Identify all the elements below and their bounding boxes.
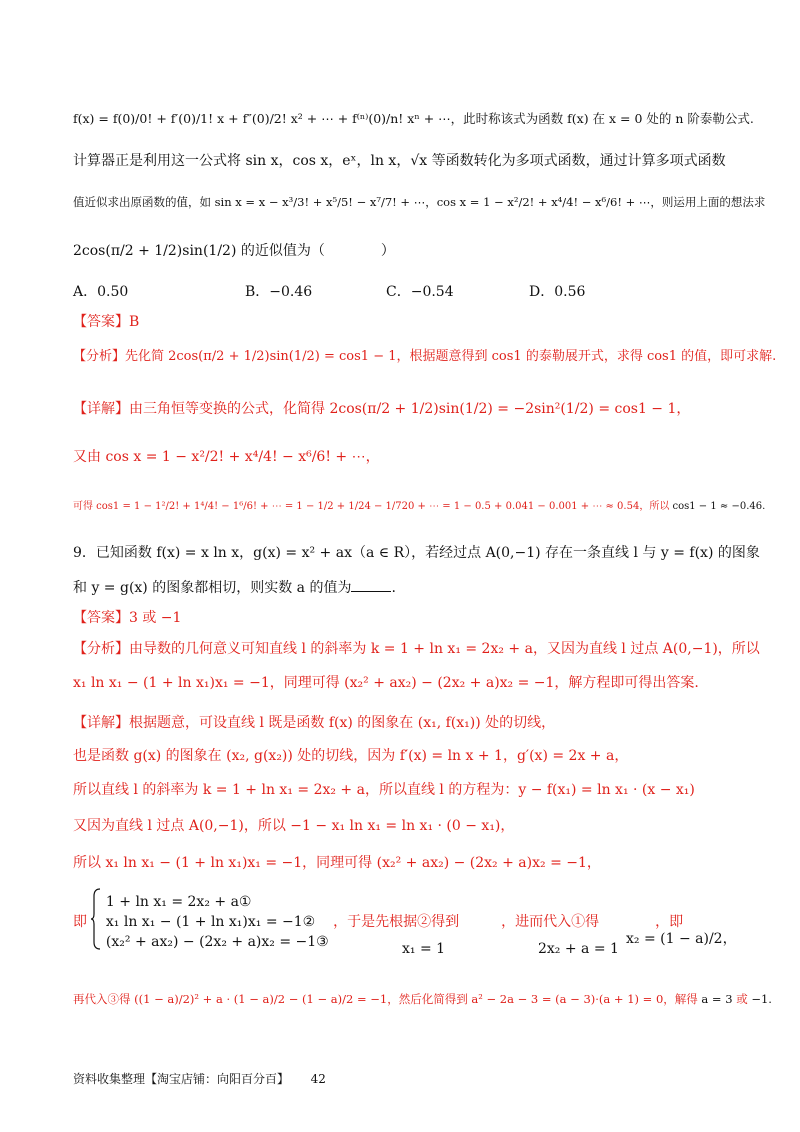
system-x2: x₂ = (1 − a)/2， [626, 931, 737, 947]
question-tail-line: 2cos(π/2 + 1/2)sin(1/2) 的近似值为（ ） [73, 243, 395, 259]
answer-blank [351, 577, 391, 592]
q8-analysis: 【分析】先化简 2cos(π/2 + 1/2)sin(1/2) = cos1 − 1，根据题意得到 cos1 的泰勒展开式，求得 cos1 的值，即可求解. [73, 349, 777, 364]
option-a: A．0.50 [73, 284, 129, 300]
q9-detail-5: 所以 x₁ ln x₁ − (1 + ln x₁)x₁ = −1，同理可得 (x₂² + ax₂) − (2x₂ + a)x₂ = −1， [73, 855, 601, 871]
q8-detail-3 [73, 496, 766, 518]
final-a3: a = 3 [701, 992, 733, 1006]
q9-answer: 【答案】3 或 −1 [73, 610, 182, 626]
system-prefix: 即 [73, 914, 87, 930]
option-b: B．−0.46 [245, 284, 313, 300]
q9-final-line [73, 988, 772, 1010]
system-row-2: x₁ ln x₁ − (1 + ln x₁)x₁ = −1② [105, 914, 316, 930]
q8-detail-2: 又由 cos x = 1 − x²/2! + x⁴/4! − x⁶/6! + ⋯， [73, 449, 380, 465]
q9-detail-3: 所以直线 l 的斜率为 k = 1 + ln x₁ = 2x₂ + a，所以直线 l 的方程为：y − f(x₁) = ln x₁ · (x − x₁) [73, 782, 695, 798]
q8-detail-1: 【详解】由三角恒等变换的公式，化简得 2cos(π/2 + 1/2)sin(1/2) = −2sin²(1/2) = cos1 − 1， [73, 401, 691, 417]
q9-detail-2: 也是函数 g(x) 的图象在 (x₂, g(x₂)) 处的切线，因为 f′(x) = ln x + 1，g′(x) = 2x + a， [73, 748, 629, 764]
calculator-line: 计算器正是利用这一公式将 sin x，cos x，eˣ，ln x，√x 等函数转化为多项式函数，通过计算多项式函数 [73, 153, 726, 169]
q9-detail-1: 【详解】根据题意，可设直线 l 既是函数 f(x) 的图象在 (x₁, f(x₁)) 处的切线， [73, 715, 556, 731]
q8-detail-3-end: cos1 − 1 ≈ −0.46. [672, 501, 766, 512]
q9-analysis-1: 【分析】由导数的几何意义可知直线 l 的斜率为 k = 1 + ln x₁ = 2x₂ + a，又因为直线 l 过点 A(0,−1)，所以 [73, 641, 760, 657]
system-row-3: (x₂² + ax₂) − (2x₂ + a)x₂ = −1③ [105, 934, 329, 950]
footer-text: 资料收集整理【淘宝店铺：向阳百分百】 [73, 1072, 290, 1086]
system-2x2: 2x₂ + a = 1 [538, 941, 619, 957]
system-row-1: 1 + ln x₁ = 2x₂ + a① [105, 894, 252, 910]
q8-detail-3-red: 可得 cos1 = 1 − 1²/2! + 1⁴/4! − 1⁶/6! + ⋯ = 1 − 1/2 + 1/24 − 1/720 + ⋯ = 1 − 0.5 + 0.041 − 0.001 + ⋯ ≈ 0.54，所以 [73, 501, 670, 512]
q9-stem-2 [73, 577, 740, 599]
q9-detail-4: 又因为直线 l 过点 A(0,−1)，所以 −1 − x₁ ln x₁ = ln x₁ · (0 − x₁)， [73, 818, 515, 834]
approximation-line: 值近似求出原函数的值，如 sin x = x − x³/3! + x⁵/5! − x⁷/7! + ⋯，cos x = 1 − x²/2! + x⁴/4! − x⁶/6! + ⋯，则运用上面的想法求 [73, 195, 766, 209]
q9-stem-2-end: . [391, 580, 396, 596]
footer [73, 1070, 326, 1087]
brace-icon [91, 888, 101, 956]
system-rows [106, 892, 329, 952]
final-red: 再代入③得 ((1 − a)/2)² + a · (1 − a)/2 − (1 − a)/2 = −1，然后化简得到 a² − 2a − 3 = (a − 3)·(a + 1) = 0，解得 [73, 992, 698, 1006]
final-or: 或 [736, 992, 748, 1006]
taylor-formula-line: f(x) = f(0)/0! + f′(0)/1! x + f″(0)/2! x² + ⋯ + f⁽ⁿ⁾(0)/n! xⁿ + ⋯，此时称该式为函数 f(x) 在 x = 0 处的 n 阶泰勒公式. [73, 111, 754, 126]
system-text: ，于是先根据②得到 ，进而代入①得 ，即 [333, 914, 684, 930]
q9-stem-2-text: 和 y = g(x) 的图象都相切，则实数 a 的值为 [73, 580, 352, 596]
q8-answer: 【答案】B [73, 314, 140, 330]
option-c: C．−0.54 [386, 284, 454, 300]
system-x1: x₁ = 1 [402, 941, 446, 957]
final-m1: −1. [751, 992, 772, 1006]
page-number: 42 [310, 1072, 326, 1086]
q9-analysis-2: x₁ ln x₁ − (1 + ln x₁)x₁ = −1，同理可得 (x₂² + ax₂) − (2x₂ + a)x₂ = −1，解方程即可得出答案. [73, 675, 699, 691]
q9-stem-1: 9．已知函数 f(x) = x ln x，g(x) = x² + ax（a ∈ R），若经过点 A(0,−1) 存在一条直线 l 与 y = f(x) 的图象 [73, 545, 760, 561]
option-d: D．0.56 [529, 284, 586, 300]
